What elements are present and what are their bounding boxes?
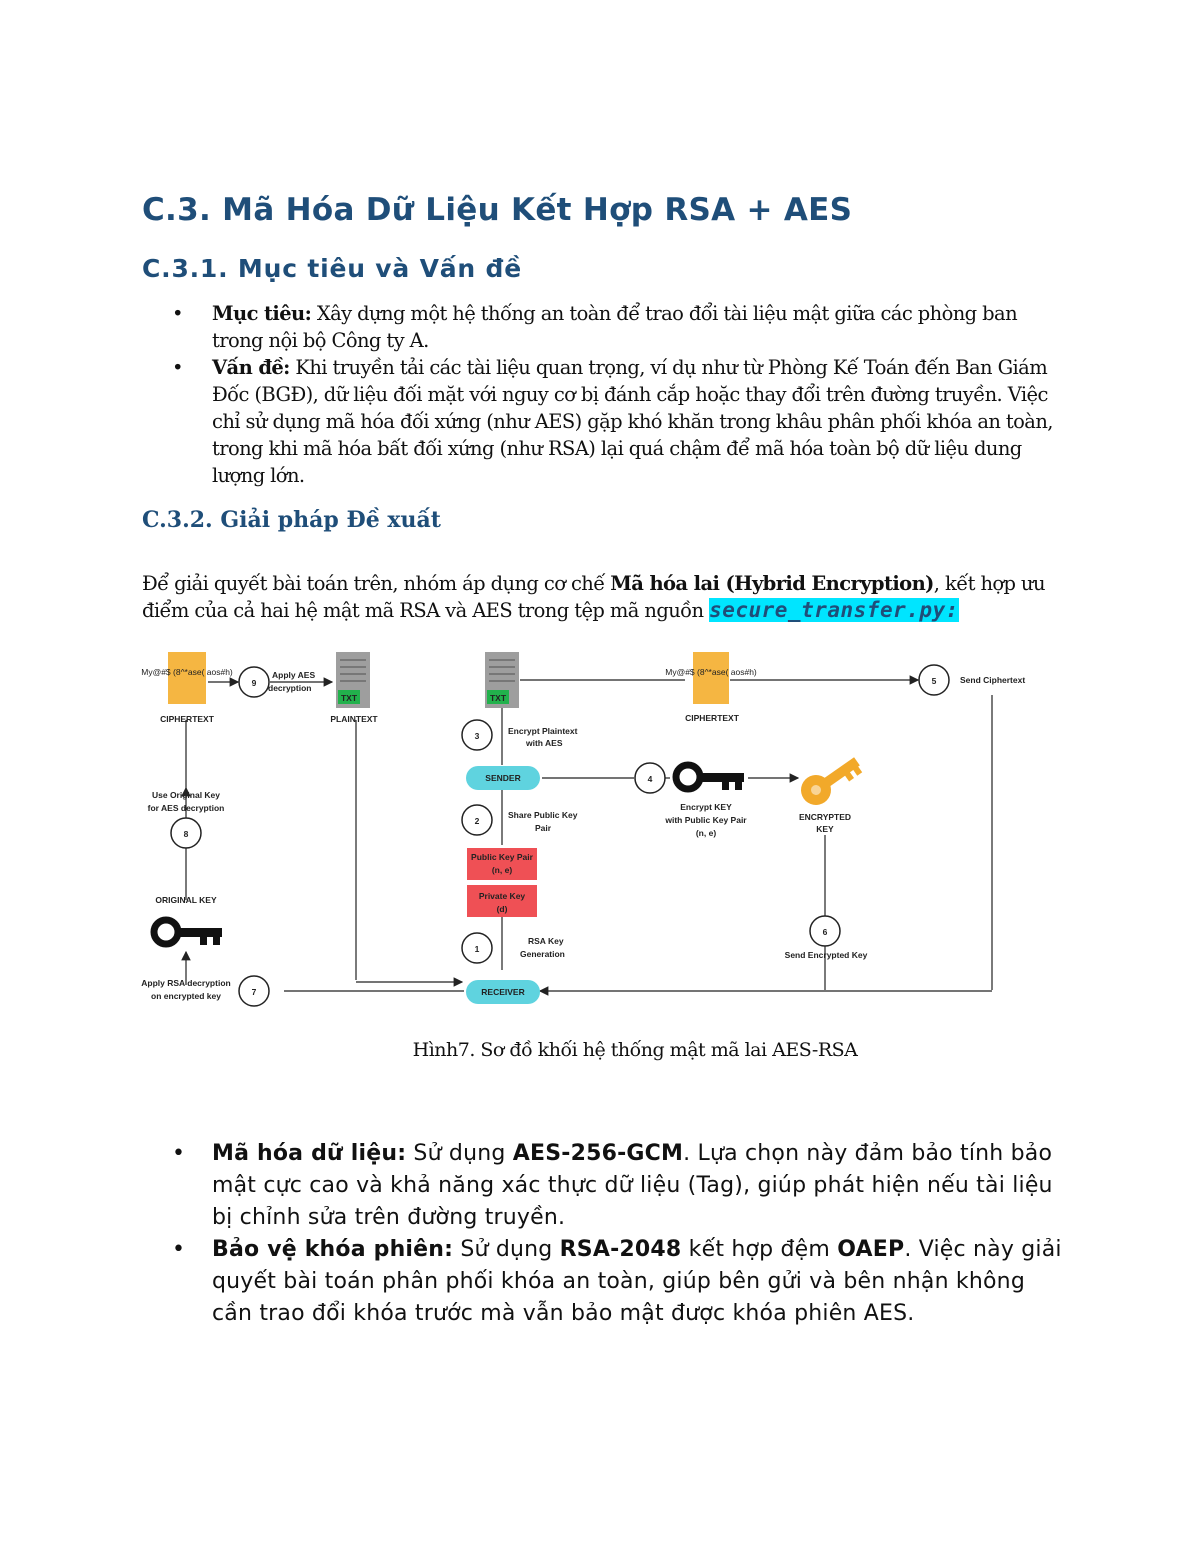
ciphertext-left-icon — [141, 652, 233, 704]
svg-text:9: 9 — [251, 678, 257, 688]
svg-text:TXT: TXT — [489, 693, 507, 703]
step-9-label-2: decryption — [268, 683, 312, 693]
step-7-label-2: on encrypted key — [151, 991, 221, 1001]
original-key-icon — [154, 920, 222, 945]
svg-text:6: 6 — [822, 927, 828, 937]
svg-text:5: 5 — [931, 676, 937, 686]
goals-list — [142, 300, 1072, 489]
list-item: • Mục tiêu: Xây dựng một hệ thống an toàn để trao đổi tài liệu mật giữa các phòng ban trong nội bộ Công ty A. — [142, 300, 1072, 354]
svg-text:SENDER: SENDER — [485, 773, 521, 783]
step-7-label-1: Apply RSA decryption — [141, 978, 231, 988]
ciphertext-right-icon — [665, 652, 757, 704]
step-5-label: Send Ciphertext — [960, 675, 1026, 685]
svg-text:4: 4 — [647, 774, 653, 784]
solution-paragraph: Để giải quyết bài toán trên, nhóm áp dụng cơ chế Mã hóa lai (Hybrid Encryption), kết hợp ưu điểm của cả hai hệ mật mã RSA và AES trong tệp mã nguồn secure_transfer.py: — [142, 572, 1045, 622]
step-2-label-1: Share Public Key — [508, 810, 578, 820]
svg-text:TXT: TXT — [340, 693, 358, 703]
step-6-label: Send Encrypted Key — [784, 950, 868, 960]
figure-caption: Hình7. Sơ đồ khối hệ thống mật mã lai AES-RSA — [412, 1039, 858, 1061]
original-key-label: ORIGINAL KEY — [155, 895, 217, 905]
svg-text:My@#$ (8^*ase( aos#h): My@#$ (8^*ase( aos#h) — [665, 667, 757, 677]
key-icon — [676, 765, 744, 790]
hybrid-encryption-diagram — [130, 640, 1050, 1020]
encrypted-key-icon — [795, 749, 865, 811]
svg-text:1: 1 — [474, 944, 480, 954]
step-3-label-2: with AES — [526, 738, 563, 748]
encrypted-key-label-2: KEY — [816, 824, 834, 834]
step-1-label-2: Generation — [520, 949, 565, 959]
svg-text:3: 3 — [474, 731, 480, 741]
step-8-label-2: for AES decryption — [147, 803, 225, 813]
ciphertext-right-label: CIPHERTEXT — [685, 713, 739, 723]
step-9-label-1: Apply AES — [272, 670, 316, 680]
svg-text:Private Key: Private Key — [478, 891, 526, 901]
svg-text:My@#$ (8^*ase( aos#h): My@#$ (8^*ase( aos#h) — [141, 667, 233, 677]
svg-text:RECEIVER: RECEIVER — [481, 987, 525, 997]
list-item: • Vấn đề: Khi truyền tải các tài liệu quan trọng, ví dụ như từ Phòng Kế Toán đến Ban Giám Đốc (BGĐ), dữ liệu đối mặt với nguy cơ bị đánh cắp hoặc thay đổi trên đường truyền. Việc chỉ sử dụng mã hóa đối xứng (như AES) gặp khó khăn trong khâu phân phối khóa an toàn, trong khi mã hóa bất đối xứng (như RSA) lại quá chậm để mã hóa toàn bộ dữ liệu dung lượng lớn. — [142, 354, 1072, 489]
section-heading-solution: C.3.2. Giải pháp Đề xuất — [142, 507, 441, 533]
ciphertext-left-label: CIPHERTEXT — [160, 714, 214, 724]
plaintext-document-icon — [336, 652, 370, 708]
encrypted-key-label-1: ENCRYPTED — [798, 812, 852, 822]
step-8-label-1: Use Original Key — [151, 790, 221, 800]
code-filename: secure_transfer.py: — [709, 598, 959, 622]
step-3-label-1: Encrypt Plaintext — [508, 726, 578, 736]
svg-text:7: 7 — [251, 987, 257, 997]
solution-details-list — [142, 1138, 1072, 1330]
step-4-label-1: Encrypt KEY — [680, 802, 732, 812]
svg-text:Public Key Pair: Public Key Pair — [471, 852, 533, 862]
svg-text:(d): (d) — [496, 904, 508, 914]
step-1-label-1: RSA Key — [528, 936, 564, 946]
svg-text:(n, e): (n, e) — [491, 865, 513, 875]
step-4-label-2: with Public Key Pair — [665, 815, 747, 825]
svg-text:8: 8 — [183, 829, 189, 839]
list-item: • Bảo vệ khóa phiên: Sử dụng RSA-2048 kết hợp đệm OAEP. Việc này giải quyết bài toán phân phối khóa an toàn, giúp bên gửi và bên nhận không cần trao đổi khóa trước mà vẫn bảo mật được khóa phiên AES. — [142, 1234, 1072, 1330]
svg-text:2: 2 — [474, 816, 480, 826]
list-item: • Mã hóa dữ liệu: Sử dụng AES-256-GCM. Lựa chọn này đảm bảo tính bảo mật cực cao và khả năng xác thực dữ liệu (Tag), giúp phát hiện nếu tài liệu bị chỉnh sửa trên đường truyền. — [142, 1138, 1072, 1234]
step-2-label-2: Pair — [535, 823, 552, 833]
page-title: C.3. Mã Hóa Dữ Liệu Kết Hợp RSA + AES — [142, 192, 853, 228]
plaintext-label: PLAINTEXT — [330, 714, 378, 724]
step-4-label-3: (n, e) — [695, 828, 717, 838]
section-heading-goals: C.3.1. Mục tiêu và Vấn đề — [142, 254, 522, 283]
sender-document-icon — [485, 652, 519, 708]
